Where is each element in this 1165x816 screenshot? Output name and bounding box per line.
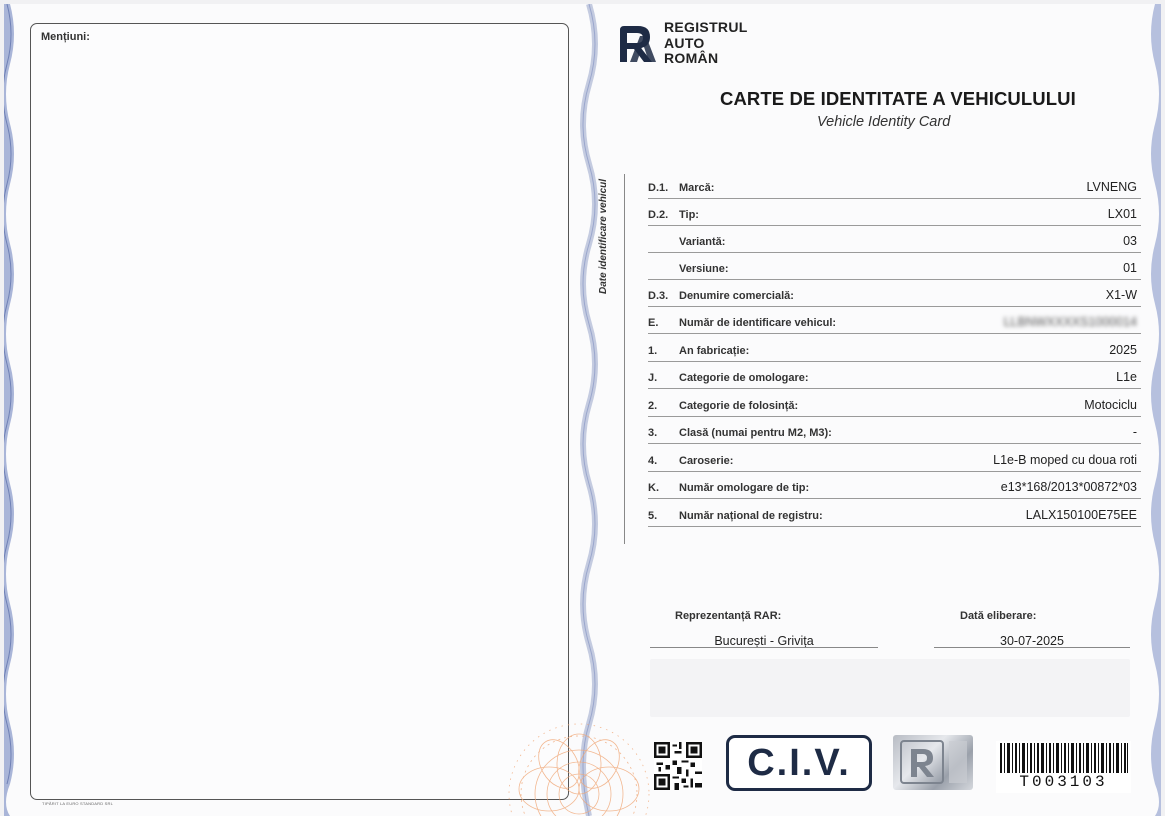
field-value: 01: [1123, 261, 1137, 275]
field-row: [648, 307, 1141, 334]
rar-logo-icon: [616, 22, 660, 66]
field-row: [648, 253, 1141, 280]
document-title: CARTE DE IDENTITATE A VEHICULULUI: [720, 88, 1076, 109]
rosette-guilloche-icon: [474, 684, 664, 816]
field-label: Număr național de registru:: [679, 510, 823, 522]
field-code: D.3.: [648, 290, 669, 302]
hologram-r-icon: [893, 735, 973, 790]
section-label: Date identificare vehicul: [598, 178, 609, 294]
field-code: 3.: [648, 427, 658, 439]
hologram-seal: [893, 735, 973, 790]
field-label: Clasă (numai pentru M2, M3):: [679, 427, 832, 439]
field-row: [648, 335, 1141, 362]
issue-date-value: 30-07-2025: [1000, 634, 1064, 648]
field-code: 1.: [648, 345, 658, 357]
representative-value: București - Grivița: [714, 634, 814, 648]
field-code: 5.: [648, 510, 658, 522]
field-value: Motociclu: [1084, 398, 1137, 412]
field-value: 03: [1123, 234, 1137, 248]
document-subtitle: Vehicle Identity Card: [817, 114, 951, 130]
civ-logo: [726, 735, 872, 791]
representative-label: Reprezentanță RAR:: [675, 610, 782, 622]
vin-value: LLBNWXXXXS1000014: [1003, 315, 1137, 329]
field-code: 2.: [648, 400, 658, 412]
field-code: D.1.: [648, 182, 669, 194]
field-label: Număr omologare de tip:: [679, 482, 810, 494]
field-value: LALX150100E75EE: [1025, 508, 1137, 522]
field-code: K.: [648, 482, 659, 494]
field-value: L1e-B moped cu doua roti: [993, 453, 1137, 467]
mentiuni-label: Mențiuni:: [41, 31, 90, 43]
field-label: Variantă:: [679, 236, 726, 248]
field-label: Versiune:: [679, 263, 729, 275]
field-label: Marcă:: [679, 182, 715, 194]
field-row: [648, 390, 1141, 417]
field-label: Număr de identificare vehicul:: [679, 317, 837, 329]
field-row: [648, 417, 1141, 444]
field-value: 2025: [1109, 343, 1137, 357]
field-label: Categorie de folosință:: [679, 400, 799, 412]
civ-logo-text: C.I.V.: [747, 741, 851, 784]
field-row: [648, 172, 1141, 199]
brand-line: AUTO: [664, 34, 705, 51]
brand-line: ROMÂN: [664, 50, 719, 66]
field-value: -: [1132, 425, 1137, 439]
field-value: LX01: [1107, 207, 1137, 221]
qr-code-icon: [654, 742, 702, 790]
field-label: Categorie de omologare:: [679, 372, 809, 384]
field-code: J.: [648, 372, 658, 384]
barcode-box: [996, 741, 1131, 793]
field-row: [648, 280, 1141, 307]
barcode-icon: [1000, 743, 1128, 773]
issue-date-label: Dată eliberare:: [960, 610, 1037, 622]
field-row: [648, 445, 1141, 472]
field-row: [648, 199, 1141, 226]
field-row: [648, 362, 1141, 389]
serial-number: T003103: [1019, 773, 1108, 791]
brand-line: REGISTRUL: [664, 19, 748, 35]
blank-field: [650, 659, 1130, 717]
right-guilloche-border: [1147, 4, 1161, 816]
field-row: [648, 472, 1141, 499]
left-guilloche-border: [4, 4, 18, 816]
section-divider: [624, 174, 626, 544]
field-label: Denumire comercială:: [679, 290, 794, 302]
field-code: 4.: [648, 455, 658, 467]
printer-note: TIPĂRIT LA EURO STANDARD SRL: [42, 801, 114, 806]
field-label: An fabricație:: [679, 345, 750, 357]
field-code: E.: [648, 317, 659, 329]
representative-underline: [650, 647, 878, 648]
field-value: LVNENG: [1086, 180, 1137, 194]
field-row: [648, 500, 1141, 527]
field-value: L1e: [1116, 370, 1137, 384]
field-row: [648, 226, 1141, 253]
document-page: [4, 4, 1161, 816]
issue-date-underline: [934, 647, 1130, 648]
field-label: Tip:: [679, 209, 699, 221]
field-value: X1-W: [1105, 288, 1137, 302]
brand-name: [664, 20, 748, 67]
field-value: e13*168/2013*00872*03: [1000, 480, 1137, 494]
field-label: Caroserie:: [679, 455, 734, 467]
field-code: D.2.: [648, 209, 669, 221]
